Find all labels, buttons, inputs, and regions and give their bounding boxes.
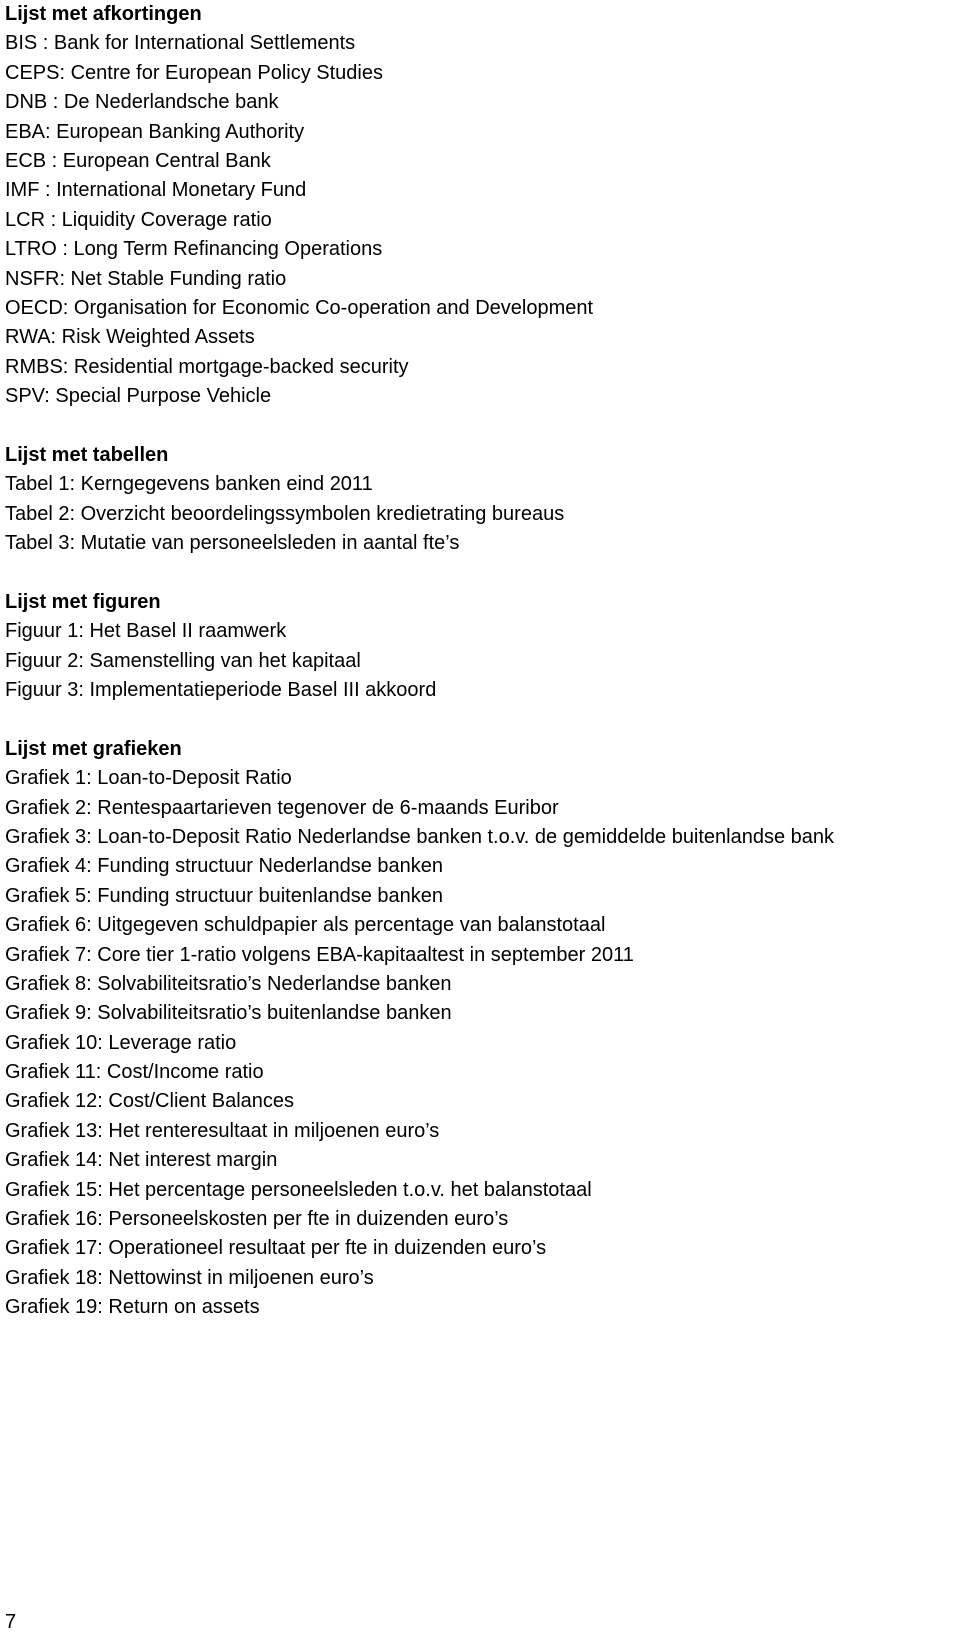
graph-item: Grafiek 11: Cost/Income ratio [5, 1061, 264, 1084]
table-item: Tabel 1: Kerngegevens banken eind 2011 [5, 473, 373, 496]
figure-item: Figuur 2: Samenstelling van het kapitaal [5, 649, 361, 672]
table-item: Tabel 2: Overzicht beoordelingssymbolen kredietrating bureaus [5, 502, 565, 525]
graph-item: Grafiek 15: Het percentage personeelsleden t.o.v. het balanstotaal [5, 1178, 592, 1201]
graph-item: Grafiek 12: Cost/Client Balances [5, 1090, 295, 1113]
figures-title: Lijst met figuren [5, 590, 161, 613]
graphs-title: Lijst met grafieken [5, 737, 182, 760]
graph-item: Grafiek 16: Personeelskosten per fte in duizenden euro’s [5, 1208, 509, 1231]
graph-item: Grafiek 1: Loan-to-Deposit Ratio [5, 767, 292, 790]
table-item: Tabel 3: Mutatie van personeelsleden in aantal fte’s [5, 532, 460, 555]
abbreviation-item: ECB : European Central Bank [5, 149, 271, 172]
graph-item: Grafiek 5: Funding structuur buitenlandse banken [5, 884, 444, 907]
abbreviation-item: IMF : International Monetary Fund [5, 179, 307, 202]
abbreviation-item: DNB : De Nederlandsche bank [5, 91, 279, 114]
abbreviation-item: SPV: Special Purpose Vehicle [5, 385, 272, 408]
graph-item: Grafiek 4: Funding structuur Nederlandse banken [5, 855, 444, 878]
section-spacer [5, 558, 955, 587]
graph-item: Grafiek 2: Rentespaartarieven tegenover de 6-maands Euribor [5, 796, 559, 819]
graph-item: Grafiek 14: Net interest margin [5, 1149, 278, 1172]
figure-item: Figuur 3: Implementatieperiode Basel III akkoord [5, 678, 437, 701]
graph-item: Grafiek 8: Solvabiliteitsratio’s Nederlandse banken [5, 972, 452, 995]
abbreviations-section [5, 0, 955, 411]
graph-item: Grafiek 7: Core tier 1-ratio volgens EBA-kapitaaltest in september 2011 [5, 943, 634, 966]
abbreviations-title: Lijst met afkortingen [5, 3, 202, 25]
abbreviation-item: RWA: Risk Weighted Assets [5, 326, 255, 349]
graphs-section [5, 735, 955, 1323]
abbreviation-item: BIS : Bank for International Settlements [5, 32, 356, 55]
abbreviation-item: CEPS: Centre for European Policy Studies [5, 61, 383, 84]
graph-item: Grafiek 18: Nettowinst in miljoenen euro’s [5, 1266, 374, 1289]
graph-item: Grafiek 13: Het renteresultaat in miljoenen euro’s [5, 1119, 440, 1142]
figures-section [5, 588, 955, 706]
abbreviation-item: OECD: Organisation for Economic Co-operation and Development [5, 296, 594, 319]
section-spacer [5, 411, 955, 440]
graph-item: Grafiek 9: Solvabiliteitsratio’s buitenlandse banken [5, 1002, 452, 1025]
document-page [5, 0, 955, 1323]
section-spacer [5, 705, 955, 734]
tables-title: Lijst met tabellen [5, 443, 169, 466]
tables-section [5, 441, 955, 559]
page-number: 7 [5, 1611, 17, 1633]
abbreviation-item: LTRO : Long Term Refinancing Operations [5, 238, 383, 261]
graph-item: Grafiek 19: Return on assets [5, 1296, 260, 1319]
abbreviation-item: EBA: European Banking Authority [5, 120, 305, 143]
graph-item: Grafiek 6: Uitgegeven schuldpapier als percentage van balanstotaal [5, 914, 606, 937]
figure-item: Figuur 1: Het Basel II raamwerk [5, 620, 287, 643]
graph-item: Grafiek 17: Operationeel resultaat per fte in duizenden euro’s [5, 1237, 547, 1260]
graph-item: Grafiek 10: Leverage ratio [5, 1031, 237, 1054]
abbreviation-item: LCR : Liquidity Coverage ratio [5, 208, 272, 231]
abbreviation-item: NSFR: Net Stable Funding ratio [5, 267, 287, 290]
graph-item: Grafiek 3: Loan-to-Deposit Ratio Nederlandse banken t.o.v. de gemiddelde buitenlandse bank [5, 825, 835, 848]
abbreviation-item: RMBS: Residential mortgage-backed security [5, 355, 409, 378]
